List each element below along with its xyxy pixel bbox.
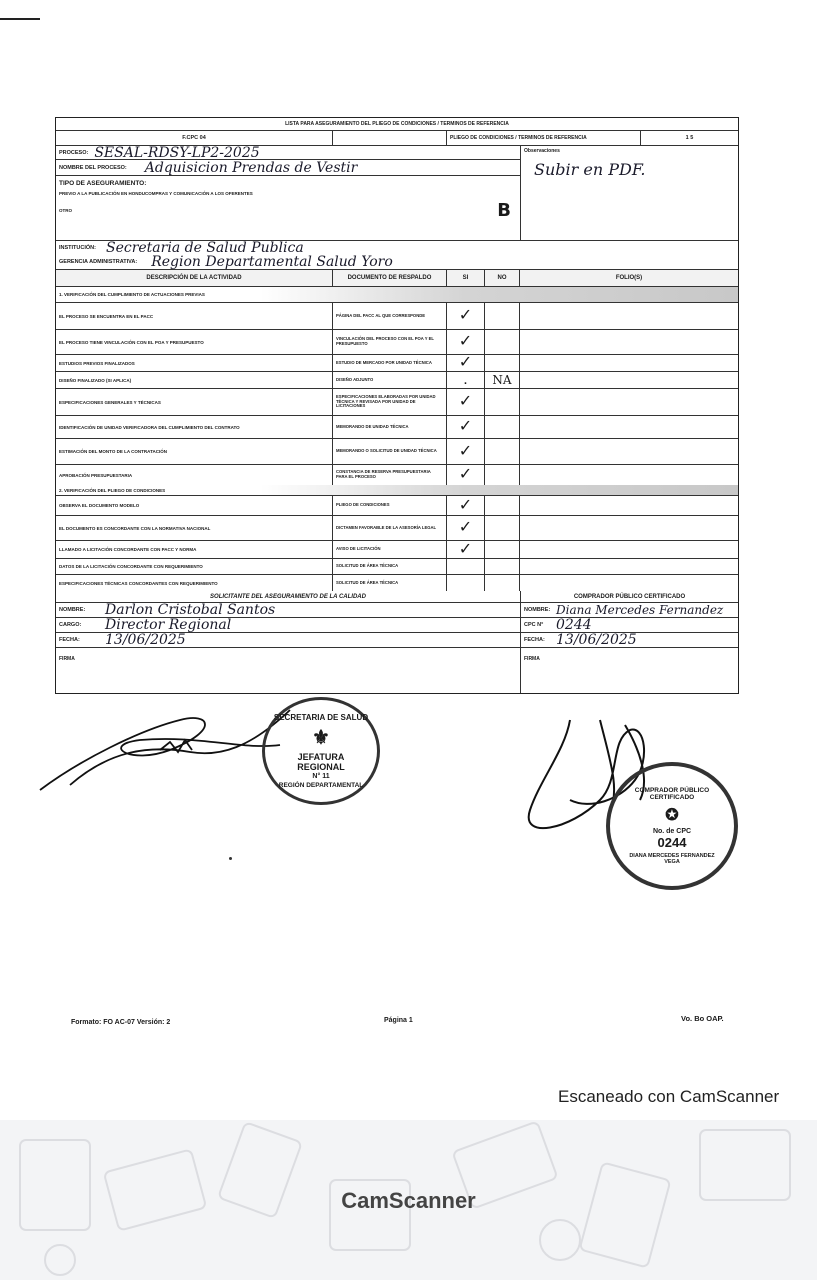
row-descripcion: ESPECIFICACIONES TÉCNICAS CONCORDANTES CON REQUERIMIENTO: [56, 575, 333, 591]
section-1-header: 1. VERIFICACIÓN DEL CUMPLIMIENTO DE ACTUACIONES PREVIAS: [56, 287, 738, 303]
table-row: [56, 575, 738, 591]
nombre-proceso-value: Adquisicion Prendas de Vestir: [144, 159, 358, 176]
table-header: [56, 270, 738, 287]
row-folio: [520, 465, 738, 485]
institucion-label: INSTITUCIÓN:: [59, 245, 96, 251]
fecha-value: 13/06/2025: [105, 632, 186, 648]
row-folio: [520, 303, 738, 329]
row-si-check: ✓: [447, 465, 485, 485]
row-documento: DICTAMEN FAVORABLE DE LA ASESORÍA LEGAL: [333, 516, 447, 540]
row-no-mark: [485, 330, 520, 354]
footer-pagina: Página 1: [384, 1017, 413, 1024]
observaciones-value: Subir en PDF.: [534, 160, 646, 179]
table-row: [56, 372, 738, 389]
proceso-row: [56, 146, 520, 160]
row-no-mark: [485, 559, 520, 574]
scan-edge-mark: [0, 18, 40, 20]
row-no-mark: [485, 439, 520, 464]
section-2-header: 2. VERIFICACIÓN DEL PLIEGO DE CONDICIONES: [56, 485, 738, 496]
row-documento: SOLICITUD DE ÁREA TÉCNICA: [333, 559, 447, 574]
footer-vobo: Vo. Bo OAP.: [681, 1014, 724, 1023]
table-row: [56, 496, 738, 516]
camscanner-banner: [0, 1120, 817, 1280]
institution-block: [56, 241, 738, 270]
table-row: [56, 330, 738, 355]
row-si-check: ✓: [447, 330, 485, 354]
stray-dot: [229, 857, 232, 860]
row-no-mark: NA: [485, 372, 520, 388]
row-si-check: ✓: [447, 416, 485, 438]
row-folio: [520, 559, 738, 574]
row-descripcion: EL PROCESO SE ENCUENTRA EN EL PACC: [56, 303, 333, 329]
camscanner-watermark: Escaneado con CamScanner: [558, 1087, 780, 1106]
cpc-nombre-label: NOMBRE:: [524, 607, 551, 613]
row-no-mark: [485, 516, 520, 540]
table-row: [56, 541, 738, 559]
table-row: [56, 439, 738, 465]
col-header-documento: DOCUMENTO DE RESPALDO: [333, 270, 447, 286]
row-no-mark: [485, 355, 520, 371]
row-documento: ESPECIFICACIONES ELABORADAS POR UNIDAD TÉCNICA Y REVISADA POR UNIDAD DE LICITACIONES: [333, 389, 447, 415]
observaciones-box: [521, 146, 738, 240]
row-descripcion: OBSERVA EL DOCUMENTO MODELO: [56, 496, 333, 515]
row-documento: ESTUDIO DE MERCADO POR UNIDAD TÉCNICA: [333, 355, 447, 371]
row-folio: [520, 372, 738, 388]
nombre-label: NOMBRE:: [59, 607, 86, 613]
form-main-title: LISTA PARA ASEGURAMIENTO DEL PLIEGO DE CONDICIONES / TERMINOS DE REFERENCIA: [285, 121, 509, 127]
tipo-option-otro: OTRO: [59, 208, 72, 213]
row-si-check: ✓: [447, 355, 485, 371]
row-folio: [520, 439, 738, 464]
firma-label: FIRMA: [59, 656, 75, 662]
row-no-mark: [485, 465, 520, 485]
form-title-row: [56, 118, 738, 131]
col-header-folio: FOLIO(S): [615, 275, 643, 281]
col-header-no: NO: [485, 270, 520, 286]
row-descripcion: EL DOCUMENTO ES CONCORDANTE CON LA NORMATIVA NACIONAL: [56, 516, 333, 540]
table-row: [56, 465, 738, 485]
regional-seal-stamp: SECRETARIA DE SALUD ⚜ JEFATURA REGIONAL N° 11 REGIÓN DEPARTAMENTAL: [262, 697, 380, 805]
section-1-rows: [56, 303, 738, 485]
row-folio: [520, 541, 738, 558]
row-descripcion: IDENTIFICACIÓN DE UNIDAD VERIFICADORA DEL CUMPLIMIENTO DEL CONTRATO: [56, 416, 333, 438]
row-folio: [520, 516, 738, 540]
row-documento: MEMORANDO O SOLICITUD DE UNIDAD TÉCNICA: [333, 439, 447, 464]
row-descripcion: DISEÑO FINALIZADO (SI APLICA): [56, 372, 333, 388]
fecha-label: FECHA:: [59, 637, 80, 643]
row-no-mark: [485, 575, 520, 591]
tipo-label: TIPO DE ASEGURAMIENTO:: [59, 180, 147, 187]
row-folio: [520, 496, 738, 515]
tipo-mark: B: [497, 200, 511, 221]
proceso-value: SESAL-RDSY-LP2-2025: [94, 144, 260, 161]
row-si-check: [447, 559, 485, 574]
row-documento: MEMORANDO DE UNIDAD TÉCNICA: [333, 416, 447, 438]
comprador-title: COMPRADOR PÚBLICO CERTIFICADO: [573, 593, 686, 600]
col-header-si: SI: [447, 270, 485, 286]
doc-type-label: PLIEGO DE CONDICIONES / TERMINOS DE REFERENCIA: [447, 131, 641, 145]
table-row: [56, 416, 738, 439]
cpc-firma-label: FIRMA: [524, 656, 540, 662]
coat-of-arms-icon: ⚜: [312, 727, 330, 750]
section-2-rows: [56, 496, 738, 591]
row-si-check: ✓: [447, 303, 485, 329]
row-si-check: ✓: [447, 389, 485, 415]
row-no-mark: [485, 541, 520, 558]
row-si-check: [447, 575, 485, 591]
observaciones-label: Observaciones: [524, 148, 560, 154]
process-block: [56, 146, 738, 241]
row-documento: AVISO DE LICITACIÓN: [333, 541, 447, 558]
row-descripcion: APROBACIÓN PRESUPUESTARIA: [56, 465, 333, 485]
row-no-mark: [485, 496, 520, 515]
cpc-num-label: CPC N°: [524, 622, 544, 628]
seal-emblem-icon: ✪: [665, 806, 679, 824]
row-documento: SOLICITUD DE ÁREA TÉCNICA: [333, 575, 447, 591]
quality-assurance-form: [55, 117, 739, 694]
cpc-num-value: 0244: [556, 617, 592, 633]
proceso-label: PROCESO:: [59, 149, 89, 156]
signature-block: [56, 603, 738, 693]
row-documento: CONSTANCIA DE RESERVA PRESUPUESTARIA PARA EL PROCESO: [333, 465, 447, 485]
row-si-check: ✓: [447, 439, 485, 464]
row-documento: PÁGINA DEL PACC AL QUE CORRESPONDE: [333, 303, 447, 329]
row-folio: [520, 355, 738, 371]
cpc-fecha-value: 13/06/2025: [556, 632, 637, 648]
row-no-mark: [485, 389, 520, 415]
cargo-label: CARGO:: [59, 622, 82, 628]
tipo-option-previo: PREVIO A LA PUBLICACIÓN EN HONDUCOMPRAS Y COMUNICACIÓN A LOS OFERENTES: [59, 191, 253, 196]
table-row: [56, 303, 738, 330]
gerencia-label: GERENCIA ADMINISTRATIVA:: [59, 259, 138, 265]
cpc-seal-stamp: COMPRADOR PÚBLICO CERTIFICADO ✪ No. de CPC 0244 DIANA MERCEDES FERNANDEZ VEGA: [606, 762, 738, 890]
cpc-nombre-value: Diana Mercedes Fernandez: [556, 603, 724, 617]
row-folio: [520, 389, 738, 415]
comprador-block: [521, 603, 738, 693]
nombre-proceso-row: [56, 160, 520, 176]
row-folio: [520, 330, 738, 354]
row-no-mark: [485, 416, 520, 438]
row-descripcion: LLAMADO A LICITACIÓN CONCORDANTE CON PACC Y NORMA: [56, 541, 333, 558]
row-documento: PLIEGO DE CONDICIONES: [333, 496, 447, 515]
row-si-check: .: [447, 372, 485, 388]
row-descripcion: ESTUDIOS PREVIOS FINALIZADOS: [56, 355, 333, 371]
col-header-descripcion: DESCRIPCIÓN DE LA ACTIVIDAD: [56, 270, 333, 286]
row-si-check: ✓: [447, 541, 485, 558]
table-row: [56, 516, 738, 541]
row-folio: [520, 416, 738, 438]
nombre-value: Darlon Cristobal Santos: [105, 602, 276, 618]
footer-formato: Formato: FO AC-07 Versión: 2: [71, 1019, 171, 1026]
gerencia-value: Region Departamental Salud Yoro: [151, 254, 393, 270]
table-row: [56, 559, 738, 575]
table-row: [56, 389, 738, 416]
institucion-value: Secretaria de Salud Publica: [105, 240, 304, 256]
row-folio: [520, 575, 738, 591]
row-documento: DISEÑO ADJUNTO: [333, 372, 447, 388]
row-descripcion: EL PROCESO TIENE VINCULACIÓN CON EL POA Y PRESUPUESTO: [56, 330, 333, 354]
doc-type-value: 1 5: [685, 135, 694, 141]
row-no-mark: [485, 303, 520, 329]
row-si-check: ✓: [447, 496, 485, 515]
nombre-proceso-label: NOMBRE DEL PROCESO:: [59, 164, 127, 171]
table-row: [56, 355, 738, 372]
cargo-value: Director Regional: [105, 617, 232, 633]
row-si-check: ✓: [447, 516, 485, 540]
cpc-fecha-label: FECHA:: [524, 637, 545, 643]
row-descripcion: ESPECIFICACIONES GENERALES Y TÉCNICAS: [56, 389, 333, 415]
row-documento: VINCULACIÓN DEL PROCESO CON EL POA Y EL PRESUPUESTO: [333, 330, 447, 354]
solicitante-block: [56, 603, 521, 693]
row-descripcion: DATOS DE LA LICITACIÓN CONCORDANTE CON REQUERIMIENTO: [56, 559, 333, 574]
row-descripcion: ESTIMACIÓN DEL MONTO DE LA CONTRATACIÓN: [56, 439, 333, 464]
camscanner-brand-title: CamScanner: [341, 1188, 476, 1213]
solicitante-title: SOLICITANTE DEL ASEGURAMIENTO DE LA CALIDAD: [56, 591, 521, 602]
form-code: F.CPC 04: [56, 131, 333, 145]
